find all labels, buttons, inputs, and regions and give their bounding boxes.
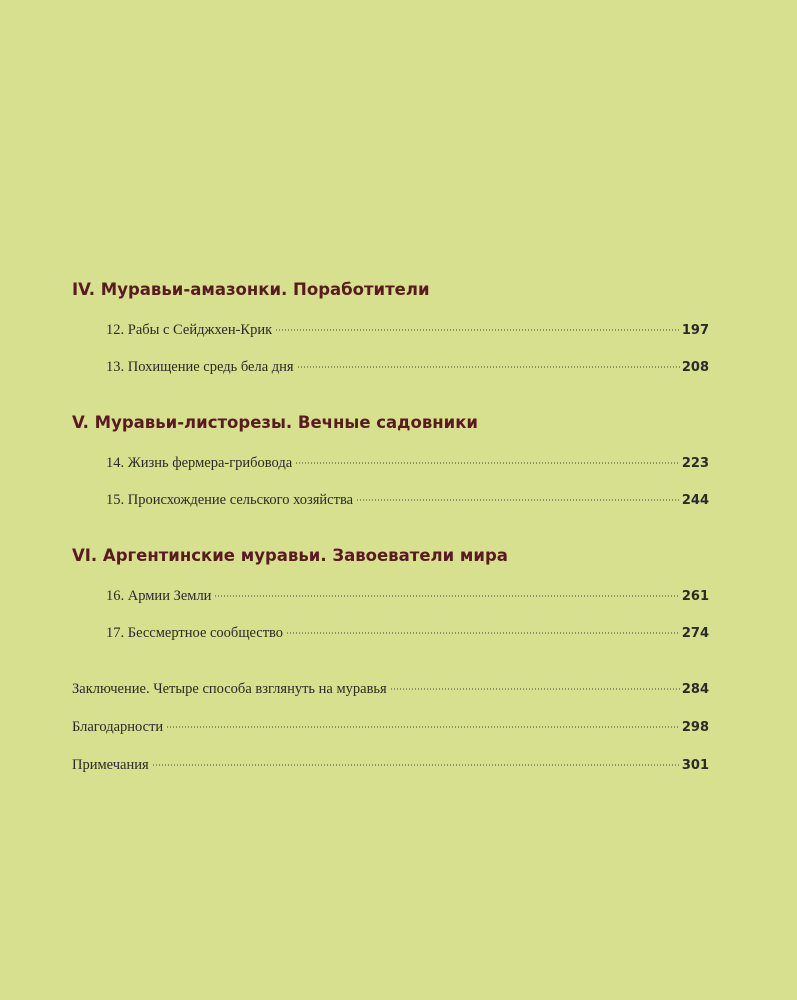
dot-leader xyxy=(295,462,680,464)
dot-leader xyxy=(214,595,679,597)
table-of-contents xyxy=(72,278,709,775)
toc-entry-chapter-16[interactable] xyxy=(72,586,709,606)
toc-entry-page-number: 197 xyxy=(681,323,709,338)
toc-entry-page-number: 223 xyxy=(681,456,709,471)
part-title-iv: IV. Муравьи-амазонки. Поработители xyxy=(72,280,430,299)
toc-entry-page-number: 284 xyxy=(681,682,709,697)
toc-entry-chapter-17[interactable] xyxy=(72,623,709,643)
toc-entry-page-number: 298 xyxy=(681,720,709,735)
toc-entry-page-number: 274 xyxy=(681,626,709,641)
toc-entry-label: 12. Рабы с Сейджхен-Крик xyxy=(106,322,273,338)
toc-entry-chapter-13[interactable] xyxy=(72,357,709,377)
dot-leader xyxy=(166,726,680,728)
toc-entry-chapter-15[interactable] xyxy=(72,490,709,510)
toc-entry-label: 17. Бессмертное сообщество xyxy=(106,625,284,641)
dot-leader xyxy=(390,688,680,690)
toc-entry-chapter-12[interactable] xyxy=(72,320,709,340)
dot-leader xyxy=(286,632,680,634)
toc-entry-conclusion[interactable] xyxy=(72,679,709,699)
toc-entry-page-number: 261 xyxy=(681,589,709,604)
part-title-vi: VI. Аргентинские муравьи. Завоеватели мира xyxy=(72,546,508,565)
dot-leader xyxy=(152,764,680,766)
toc-entry-label: 15. Происхождение сельского хозяйства xyxy=(106,492,354,508)
dot-leader xyxy=(297,366,680,368)
part-title-v: V. Муравьи-листорезы. Вечные садовники xyxy=(72,413,478,432)
toc-entry-label: 14. Жизнь фермера-грибовода xyxy=(106,455,293,471)
dot-leader xyxy=(275,329,680,331)
toc-entry-label: Благодарности xyxy=(72,719,164,735)
toc-entry-label: Заключение. Четыре способа взглянуть на муравья xyxy=(72,681,387,697)
toc-entry-notes[interactable] xyxy=(72,755,709,775)
toc-entry-chapter-14[interactable] xyxy=(72,453,709,473)
toc-entry-acknowledgements[interactable] xyxy=(72,717,709,737)
toc-entry-label: Примечания xyxy=(72,757,149,773)
dot-leader xyxy=(356,499,680,501)
toc-entry-page-number: 301 xyxy=(681,758,709,773)
toc-entry-label: 13. Похищение средь бела дня xyxy=(106,359,294,375)
toc-entry-page-number: 208 xyxy=(681,360,709,375)
toc-entry-page-number: 244 xyxy=(681,493,709,508)
toc-entry-label: 16. Армии Земли xyxy=(106,588,212,604)
